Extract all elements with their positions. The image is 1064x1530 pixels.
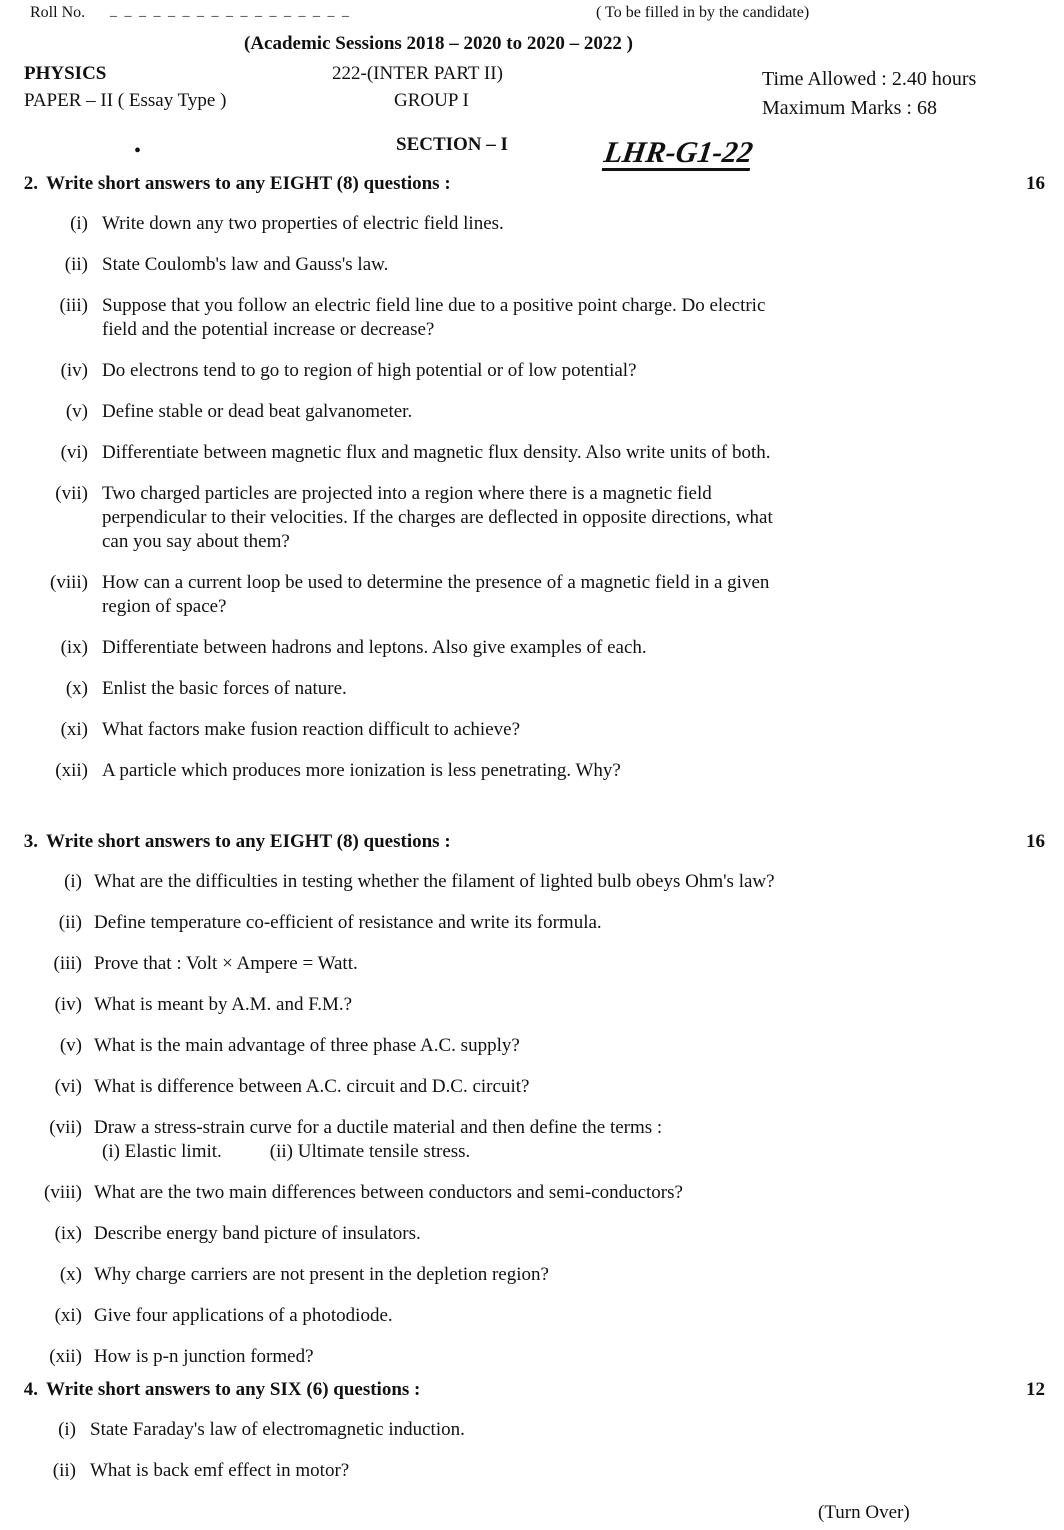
item-text: Two charged particles are projected into a region where there is a magnetic field <box>102 483 712 504</box>
list-item <box>0 441 1064 482</box>
question-heading <box>0 1378 1064 1402</box>
list-item <box>0 212 1064 253</box>
item-text: Do electrons tend to go to region of high potential or of low potential? <box>102 360 637 381</box>
list-item <box>0 759 1064 800</box>
item-numeral: (x) <box>59 1264 82 1285</box>
list-item <box>0 1075 1064 1116</box>
time-allowed: Time Allowed : 2.40 hours <box>762 68 977 90</box>
question-number: 4. <box>23 1379 38 1400</box>
item-numeral: (ix) <box>60 637 88 658</box>
question-3 <box>0 830 1064 1386</box>
list-item <box>0 718 1064 759</box>
item-text: Define temperature co-efficient of resistance and write its formula. <box>94 912 602 933</box>
question-instruction: Write short answers to any SIX (6) questions : <box>46 1379 421 1400</box>
item-numeral: (v) <box>59 1035 82 1056</box>
item-numeral: (viii) <box>50 572 88 593</box>
item-text: What is back emf effect in motor? <box>90 1460 350 1481</box>
group: GROUP I <box>394 90 469 111</box>
question-instruction: Write short answers to any EIGHT (8) questions : <box>46 173 451 194</box>
question-instruction: Write short answers to any EIGHT (8) questions : <box>46 831 451 852</box>
item-numeral: (ix) <box>54 1223 82 1244</box>
item-text: What is difference between A.C. circuit and D.C. circuit? <box>94 1076 530 1097</box>
item-text: What are the difficulties in testing whether the filament of lighted bulb obeys Ohm's law? <box>94 871 775 892</box>
item-text: Differentiate between hadrons and leptons. Also give examples of each. <box>102 637 647 658</box>
turn-over: (Turn Over) <box>818 1502 910 1523</box>
list-item <box>0 911 1064 952</box>
roll-no-label: Roll No. <box>30 4 86 21</box>
maximum-marks: Maximum Marks : 68 <box>762 97 937 119</box>
list-item <box>0 636 1064 677</box>
list-item <box>0 677 1064 718</box>
item-text: A particle which produces more ionization is less penetrating. Why? <box>102 760 621 781</box>
list-item <box>0 1222 1064 1263</box>
item-numeral: (x) <box>65 678 88 699</box>
list-item <box>0 993 1064 1034</box>
item-text: Enlist the basic forces of nature. <box>102 678 347 699</box>
item-numeral: (i) <box>58 1419 76 1440</box>
item-text: Why charge carriers are not present in the depletion region? <box>94 1264 549 1285</box>
handwritten-code: LHR-G1-22 <box>601 136 755 169</box>
list-item <box>0 1034 1064 1075</box>
item-numeral: (i) <box>64 871 82 892</box>
sub-item: (ii) Ultimate tensile stress. <box>269 1141 471 1162</box>
question-heading <box>0 830 1064 854</box>
item-text: What factors make fusion reaction difficult to achieve? <box>102 719 520 740</box>
item-text: State Faraday's law of electromagnetic induction. <box>90 1419 465 1440</box>
list-item <box>0 1181 1064 1222</box>
item-text: field and the potential increase or decrease? <box>102 319 435 340</box>
item-numeral: (vi) <box>60 442 88 463</box>
question-number: 3. <box>23 831 38 852</box>
item-text: region of space? <box>102 596 227 617</box>
list-item <box>0 400 1064 441</box>
subject: PHYSICS <box>24 63 107 84</box>
item-numeral: (v) <box>65 401 88 422</box>
item-text: Draw a stress-strain curve for a ductile material and then define the terms : <box>94 1117 663 1138</box>
item-numeral: (ii) <box>64 254 88 275</box>
item-text: State Coulomb's law and Gauss's law. <box>102 254 389 275</box>
item-text: can you say about them? <box>102 531 290 552</box>
question-heading <box>0 172 1064 196</box>
list-item <box>0 294 1064 359</box>
item-numeral: (vii) <box>49 1117 82 1138</box>
list-item <box>0 870 1064 911</box>
question-marks: 12 <box>1026 1379 1045 1400</box>
item-text: What is meant by A.M. and F.M.? <box>94 994 353 1015</box>
item-numeral: (xi) <box>60 719 88 740</box>
item-numeral: (ii) <box>58 912 82 933</box>
item-numeral: (ii) <box>52 1460 76 1481</box>
question-marks: 16 <box>1026 173 1045 194</box>
item-numeral: (iv) <box>60 360 88 381</box>
item-text: perpendicular to their velocities. If the charges are deflected in opposite directions, what <box>102 507 773 528</box>
item-numeral: (i) <box>70 213 88 234</box>
list-item <box>0 1459 1064 1500</box>
item-text: Write down any two properties of electric field lines. <box>102 213 504 234</box>
item-text: Prove that : Volt × Ampere = Watt. <box>94 953 358 974</box>
list-item <box>0 571 1064 636</box>
item-numeral: (vi) <box>54 1076 82 1097</box>
item-numeral: (xii) <box>55 760 88 781</box>
list-item <box>0 1304 1064 1345</box>
item-text: How can a current loop be used to determine the presence of a magnetic field in a given <box>102 572 770 593</box>
item-numeral: (iii) <box>53 953 82 974</box>
question-2 <box>0 172 1064 800</box>
item-numeral: (xii) <box>49 1346 82 1367</box>
item-numeral: (iii) <box>59 295 88 316</box>
roll-no-blanks: _ _ _ _ _ _ _ _ _ _ _ _ _ _ _ _ _ <box>110 4 351 19</box>
sub-items <box>94 1140 1064 1164</box>
item-text: Describe energy band picture of insulators. <box>94 1223 421 1244</box>
dot-mark: • <box>134 140 142 162</box>
fill-note: ( To be filled in by the candidate) <box>596 4 810 21</box>
list-item <box>0 482 1064 571</box>
item-text: Suppose that you follow an electric field line due to a positive point charge. Do electric <box>102 295 766 316</box>
item-numeral: (iv) <box>54 994 82 1015</box>
list-item <box>0 1263 1064 1304</box>
paper-code: 222-(INTER PART II) <box>332 63 503 84</box>
question-marks: 16 <box>1026 831 1045 852</box>
item-numeral: (vii) <box>55 483 88 504</box>
question-number: 2. <box>23 173 38 194</box>
list-item <box>0 253 1064 294</box>
academic-sessions: (Academic Sessions 2018 – 2020 to 2020 – 2022 ) <box>244 33 633 54</box>
list-item <box>0 1116 1064 1181</box>
item-text: What is the main advantage of three phase A.C. supply? <box>94 1035 520 1056</box>
item-numeral: (viii) <box>44 1182 82 1203</box>
item-text: How is p-n junction formed? <box>94 1346 314 1367</box>
item-text: Give four applications of a photodiode. <box>94 1305 393 1326</box>
sub-item: (i) Elastic limit. <box>102 1141 222 1162</box>
item-text: Define stable or dead beat galvanometer. <box>102 401 413 422</box>
list-item <box>0 359 1064 400</box>
paper-type: PAPER – II ( Essay Type ) <box>24 90 227 111</box>
item-numeral: (xi) <box>54 1305 82 1326</box>
section-title: SECTION – I <box>396 134 508 155</box>
item-text: Differentiate between magnetic flux and magnetic flux density. Also write units of both. <box>102 442 771 463</box>
list-item <box>0 1418 1064 1459</box>
question-4 <box>0 1378 1064 1500</box>
item-text: What are the two main differences between conductors and semi-conductors? <box>94 1182 683 1203</box>
list-item <box>0 952 1064 993</box>
